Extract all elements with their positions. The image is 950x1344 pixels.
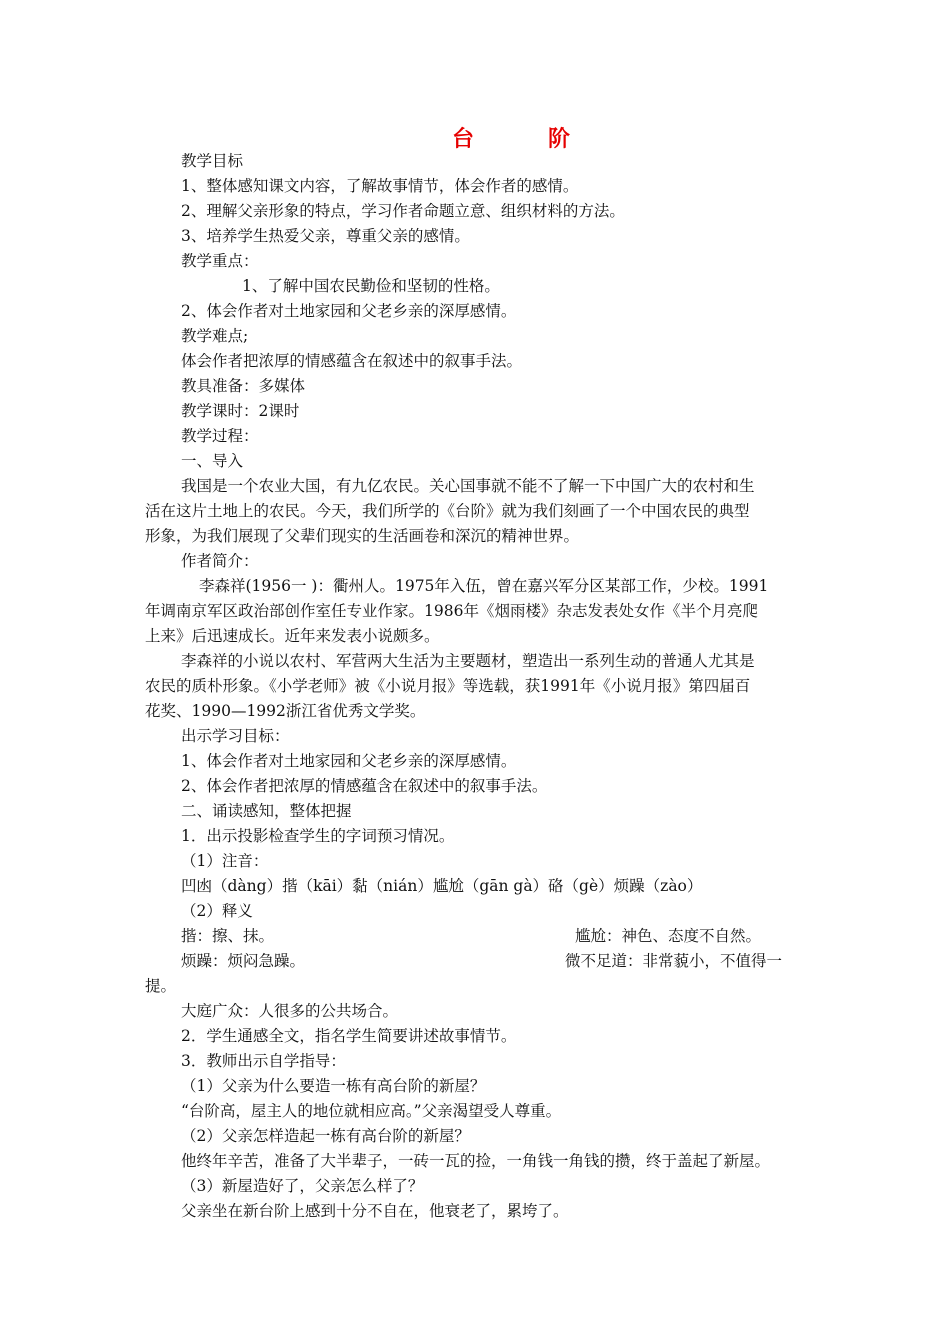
heading-learning-goals: 出示学习目标： bbox=[181, 727, 290, 745]
answer-1: “台阶高，屋主人的地位就相应高。”父亲渴望受人尊重。 bbox=[181, 1102, 562, 1120]
teaching-aids: 教具准备：多媒体 bbox=[181, 377, 306, 395]
definition-kai: 揩：擦、抹。 bbox=[181, 927, 275, 945]
sub-definitions: （2）释义 bbox=[181, 902, 253, 920]
definition-datingguangzhong: 大庭广众：人很多的公共场合。 bbox=[181, 1002, 399, 1020]
intro-paragraph-line-2: 活在这片土地上的农民。今天，我们所学的《台阶》就为我们刻画了一个中国农民的典型 bbox=[145, 502, 750, 520]
intro-paragraph-line-3: 形象，为我们展现了父辈们现实的生活画卷和深沉的精神世界。 bbox=[145, 527, 580, 545]
learning-goal-1: 1、体会作者对土地家园和父老乡亲的深厚感情。 bbox=[181, 752, 517, 770]
pronunciation-list: 凹凼（dàng）揩（kāi）黏（nián）尴尬（gān gà）硌（gè）烦躁（zào） bbox=[181, 877, 703, 895]
sub-pronunciation: （1）注音： bbox=[181, 852, 269, 870]
heading-process: 教学过程： bbox=[181, 427, 259, 445]
goal-3: 3、培养学生热爱父亲，尊重父亲的感情。 bbox=[181, 227, 470, 245]
heading-author: 作者简介： bbox=[181, 552, 259, 570]
step-1: 1．出示投影检查学生的字词预习情况。 bbox=[181, 827, 455, 845]
answer-2: 他终年辛苦，准备了大半辈子，一砖一瓦的捡，一角钱一角钱的攒，终于盖起了新屋。 bbox=[181, 1152, 771, 1170]
heading-difficulty: 教学难点; bbox=[181, 327, 249, 345]
goal-1: 1、整体感知课文内容，了解故事情节，体会作者的感情。 bbox=[181, 177, 579, 195]
definition-fanzao: 烦躁：烦闷急躁。 bbox=[181, 952, 306, 970]
section-intro: 一、导入 bbox=[181, 452, 244, 470]
goal-2: 2、理解父亲形象的特点，学习作者命题立意、组织材料的方法。 bbox=[181, 202, 625, 220]
answer-3: 父亲坐在新台阶上感到十分不自在，他衰老了，累垮了。 bbox=[181, 1202, 569, 1220]
author-works-line-3: 花奖、1990—1992浙江省优秀文学奖。 bbox=[145, 702, 426, 720]
document-title: 台 阶 bbox=[451, 127, 596, 152]
author-works-line-1: 李森祥的小说以农村、军营两大生活为主要题材，塑造出一系列生动的普通人尤其是 bbox=[181, 652, 755, 670]
heading-teaching-goals: 教学目标 bbox=[181, 152, 244, 170]
intro-paragraph-line-1: 我国是一个农业大国，有九亿农民。关心国事就不能不了解一下中国广大的农村和生 bbox=[181, 477, 755, 495]
question-2: （2）父亲怎样造起一栋有高台阶的新屋？ bbox=[181, 1127, 470, 1145]
learning-goal-2: 2、体会作者把浓厚的情感蕴含在叙述中的叙事手法。 bbox=[181, 777, 548, 795]
question-1: （1）父亲为什么要造一栋有高台阶的新屋？ bbox=[181, 1077, 486, 1095]
author-paragraph-line-1: 李森祥(1956一 )：衢州人。1975年入伍，曾在嘉兴军分区某部工作，少校。1991 bbox=[199, 577, 769, 595]
author-paragraph-line-3: 上来》后迅速成长。近年来发表小说颇多。 bbox=[145, 627, 440, 645]
class-hours: 教学课时：2课时 bbox=[181, 402, 300, 420]
author-paragraph-line-2: 年调南京军区政治部创作室任专业作家。1986年《烟雨楼》杂志发表处女作《半个月亮爬 bbox=[145, 602, 758, 620]
difficulty-text: 体会作者把浓厚的情感蕴含在叙述中的叙事手法。 bbox=[181, 352, 523, 370]
author-works-line-2: 农民的质朴形象。《小学老师》被《小说月报》等选载，获1991年《小说月报》第四届百 bbox=[145, 677, 751, 695]
question-3: （3）新屋造好了，父亲怎么样了？ bbox=[181, 1177, 424, 1195]
heading-key-points: 教学重点： bbox=[181, 252, 259, 270]
step-2: 2．学生通感全文，指名学生简要讲述故事情节。 bbox=[181, 1027, 517, 1045]
definition-ganga: 尴尬：神色、态度不自然。 bbox=[575, 927, 762, 945]
key-point-1: 1、了解中国农民勤俭和坚韧的性格。 bbox=[242, 277, 500, 295]
definition-weibuzudao-cont: 提。 bbox=[145, 977, 177, 995]
definition-weibuzudao: 微不足道：非常藐小，不值得一 bbox=[565, 952, 783, 970]
key-point-2: 2、体会作者对土地家园和父老乡亲的深厚感情。 bbox=[181, 302, 517, 320]
step-3: 3．教师出示自学指导： bbox=[181, 1052, 346, 1070]
section-reading: 二、诵读感知，整体把握 bbox=[181, 802, 352, 820]
